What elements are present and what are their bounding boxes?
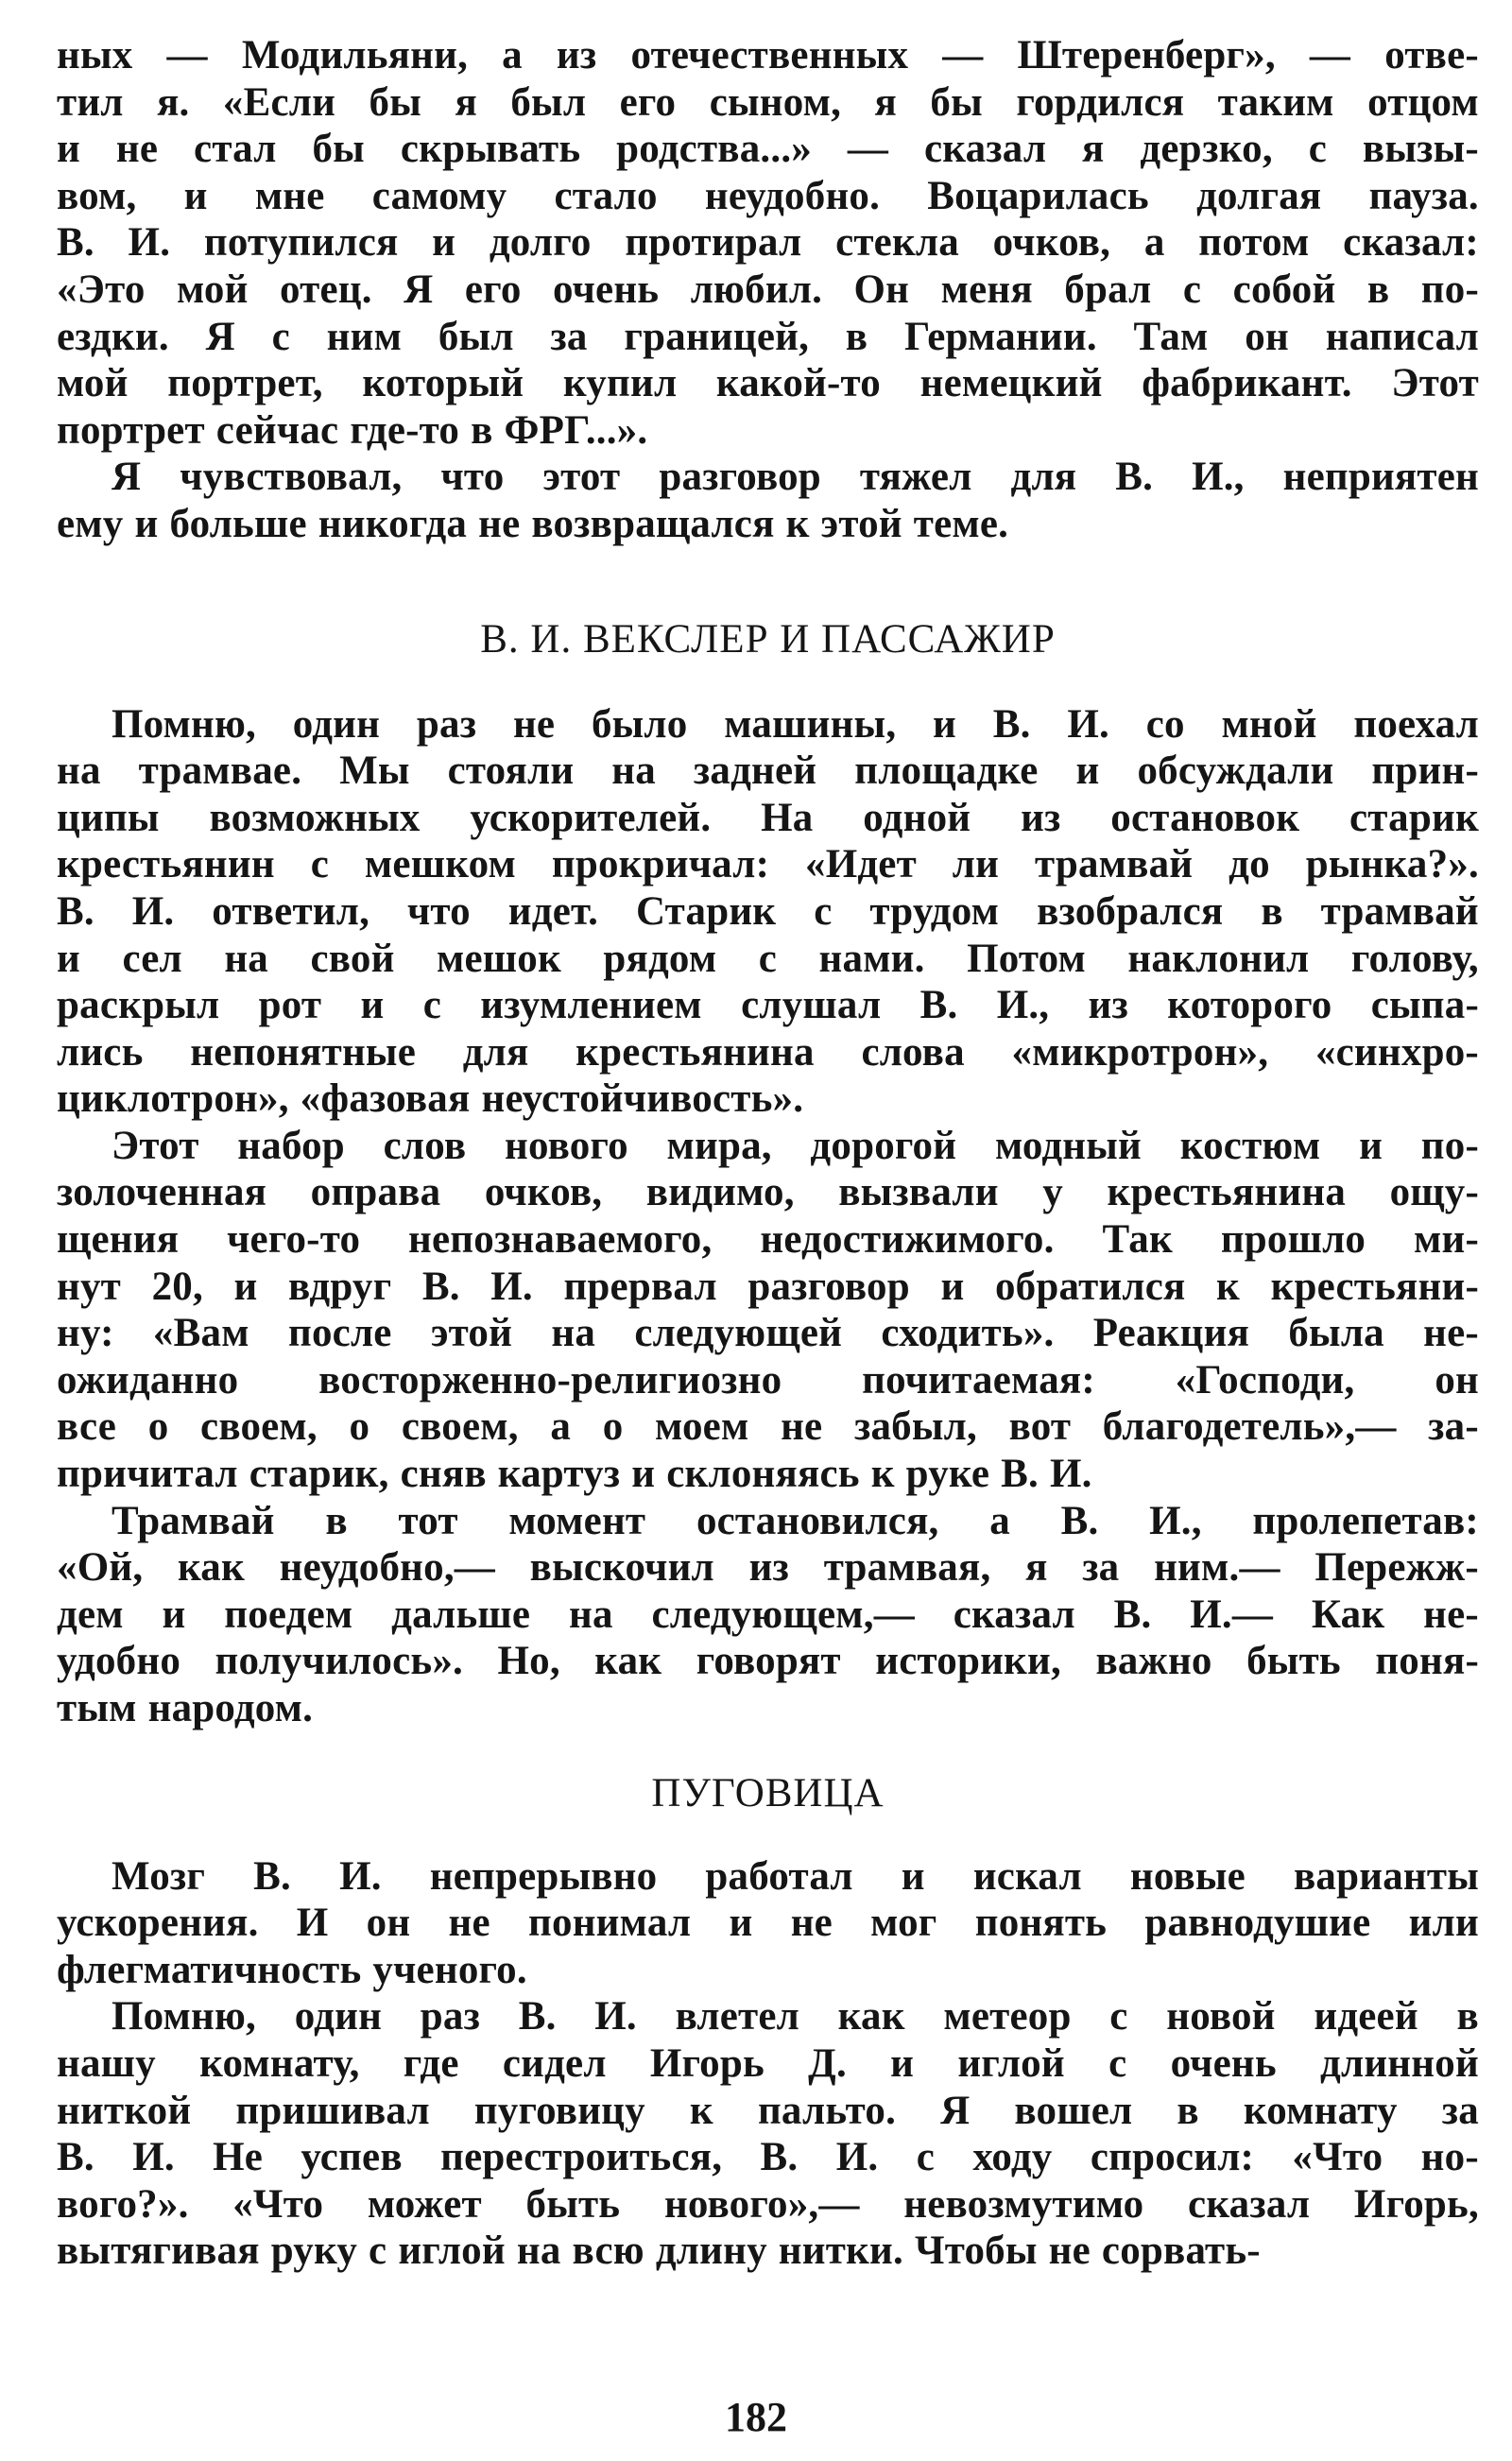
text-line: ных — Модильяни, а из отечественных — Штеренберг», — отве- (57, 33, 1479, 77)
text-line: Этот набор слов нового мира, дорогой модный костюм и по- (112, 1123, 1479, 1168)
text-line: крестьянин с мешком прокричал: «Идет ли трамвай до рынка?». (57, 842, 1479, 887)
text-line: «Ой, как неудобно,— выскочил из трамвая, я за ним.— Пережж- (57, 1545, 1479, 1591)
text-line: удобно получилось». Но, как говорят историки, важно быть поня- (57, 1639, 1479, 1684)
text-line: вытягивая руку с иглой на всю длину нитки. Чтобы не сорвать- (57, 2229, 1261, 2274)
paragraph (57, 1498, 1479, 1732)
text-line: золоченная оправа очков, видимо, вызвали у крестьянина ощу- (57, 1170, 1479, 1215)
text-line: на трамвае. Мы стояли на задней площадке и обсуждали прин- (57, 749, 1479, 794)
text-line: причитал старик, сняв картуз и склоняясь к руке В. И. (57, 1452, 1092, 1497)
text-line: ему и больше никогда не возвращался к этой теме. (57, 501, 1009, 546)
text-line: ездки. Я с ним был за границей, в Германии. Там он написал (57, 314, 1479, 359)
text-line: тым народом. (57, 1686, 314, 1730)
text-line: ну: «Вам после этой на следующей сходить». Реакция была не- (57, 1311, 1479, 1356)
text-line: Трамвай в тот момент остановился, а В. И., пролепетав: (112, 1498, 1479, 1543)
section-heading-veksler-passenger: В. И. ВЕКСЛЕР И ПАССАЖИР (480, 616, 1056, 662)
text-line: Помню, один раз В. И. влетел как метеор с новой идеей в (112, 1994, 1479, 2039)
text-line: вом, и мне самому стало неудобно. Воцарилась долгая пауза. (57, 173, 1479, 218)
text-line: В. И. ответил, что идет. Старик с трудом взобрался в трамвай (57, 888, 1479, 934)
text-line: все о своем, о своем, а о моем не забыл, вот благодетель»,— за- (57, 1404, 1479, 1450)
text-line: нашу комнату, где сидел Игорь Д. и иглой с очень длинной (57, 2040, 1479, 2086)
paragraph (57, 1993, 1479, 2275)
text-line: нут 20, и вдруг В. И. прервал разговор и обратился к крестьяни- (57, 1264, 1479, 1309)
text-line: ожиданно восторженно-религиозно почитаемая: «Господи, он (57, 1357, 1479, 1403)
text-line: щения чего-то непознаваемого, недостижимого. Так прошло ми- (57, 1217, 1479, 1263)
paragraph (57, 32, 1479, 454)
text-line: ниткой пришивал пуговицу к пальто. Я вошел в комнату за (57, 2088, 1479, 2133)
intro-text (57, 32, 1479, 548)
text-line: «Это мой отец. Я его очень любил. Он меня брал с собой в по- (57, 267, 1479, 312)
text-line: дем и поедем дальше на следующем,— сказал В. И.— Как не- (57, 1592, 1479, 1637)
text-line: тил я. «Если бы я был его сыном, я бы гордился таким отцом (57, 79, 1479, 125)
text-line: ускорения. И он не понимал и не мог понять равнодушие или (57, 1901, 1479, 1946)
text-line: вого?». «Что может быть нового»,— невозмутимо сказал Игорь, (57, 2181, 1479, 2227)
paragraph (57, 1123, 1479, 1498)
paragraph (57, 701, 1479, 1123)
page-number: 182 (725, 2394, 787, 2440)
text-line: флегматичность ученого. (57, 1947, 527, 1992)
text-line: и сел на свой мешок рядом с нами. Потом наклонил голову, (57, 936, 1479, 981)
paragraph (57, 454, 1479, 547)
book-page (57, 32, 1479, 2275)
text-line: и не стал бы скрывать родства...» — сказал я дерзко, с вызы- (57, 127, 1479, 172)
text-line: циклотрон», «фазовая неустойчивость». (57, 1076, 804, 1122)
text-line: Мозг В. И. непрерывно работал и искал новые варианты (112, 1853, 1479, 1899)
section-heading-button: ПУГОВИЦА (651, 1770, 885, 1816)
text-line: Помню, один раз не было машины, и В. И. со мной поехал (112, 701, 1479, 747)
text-line: портрет сейчас где-то в ФРГ...». (57, 407, 648, 453)
text-line: В. И. потупился и долго протирал стекла очков, а потом сказал: (57, 220, 1479, 266)
paragraph (57, 1853, 1479, 1994)
text-line: мой портрет, который купил какой-то немецкий фабрикант. Этот (57, 361, 1479, 406)
text-line: Я чувствовал, что этот разговор тяжел для В. И., неприятен (112, 455, 1479, 500)
text-line: ципы возможных ускорителей. На одной из остановок старик (57, 795, 1479, 840)
text-line: лись непонятные для крестьянина слова «микротрон», «синхро- (57, 1029, 1479, 1075)
section-veksler-passenger-text (57, 701, 1479, 1732)
text-line: В. И. Не успев перестроиться, В. И. с ходу спросил: «Что но- (57, 2135, 1479, 2180)
text-line: раскрыл рот и с изумлением слушал В. И., из которого сыпа- (57, 983, 1479, 1028)
section-button-text (57, 1853, 1479, 2275)
